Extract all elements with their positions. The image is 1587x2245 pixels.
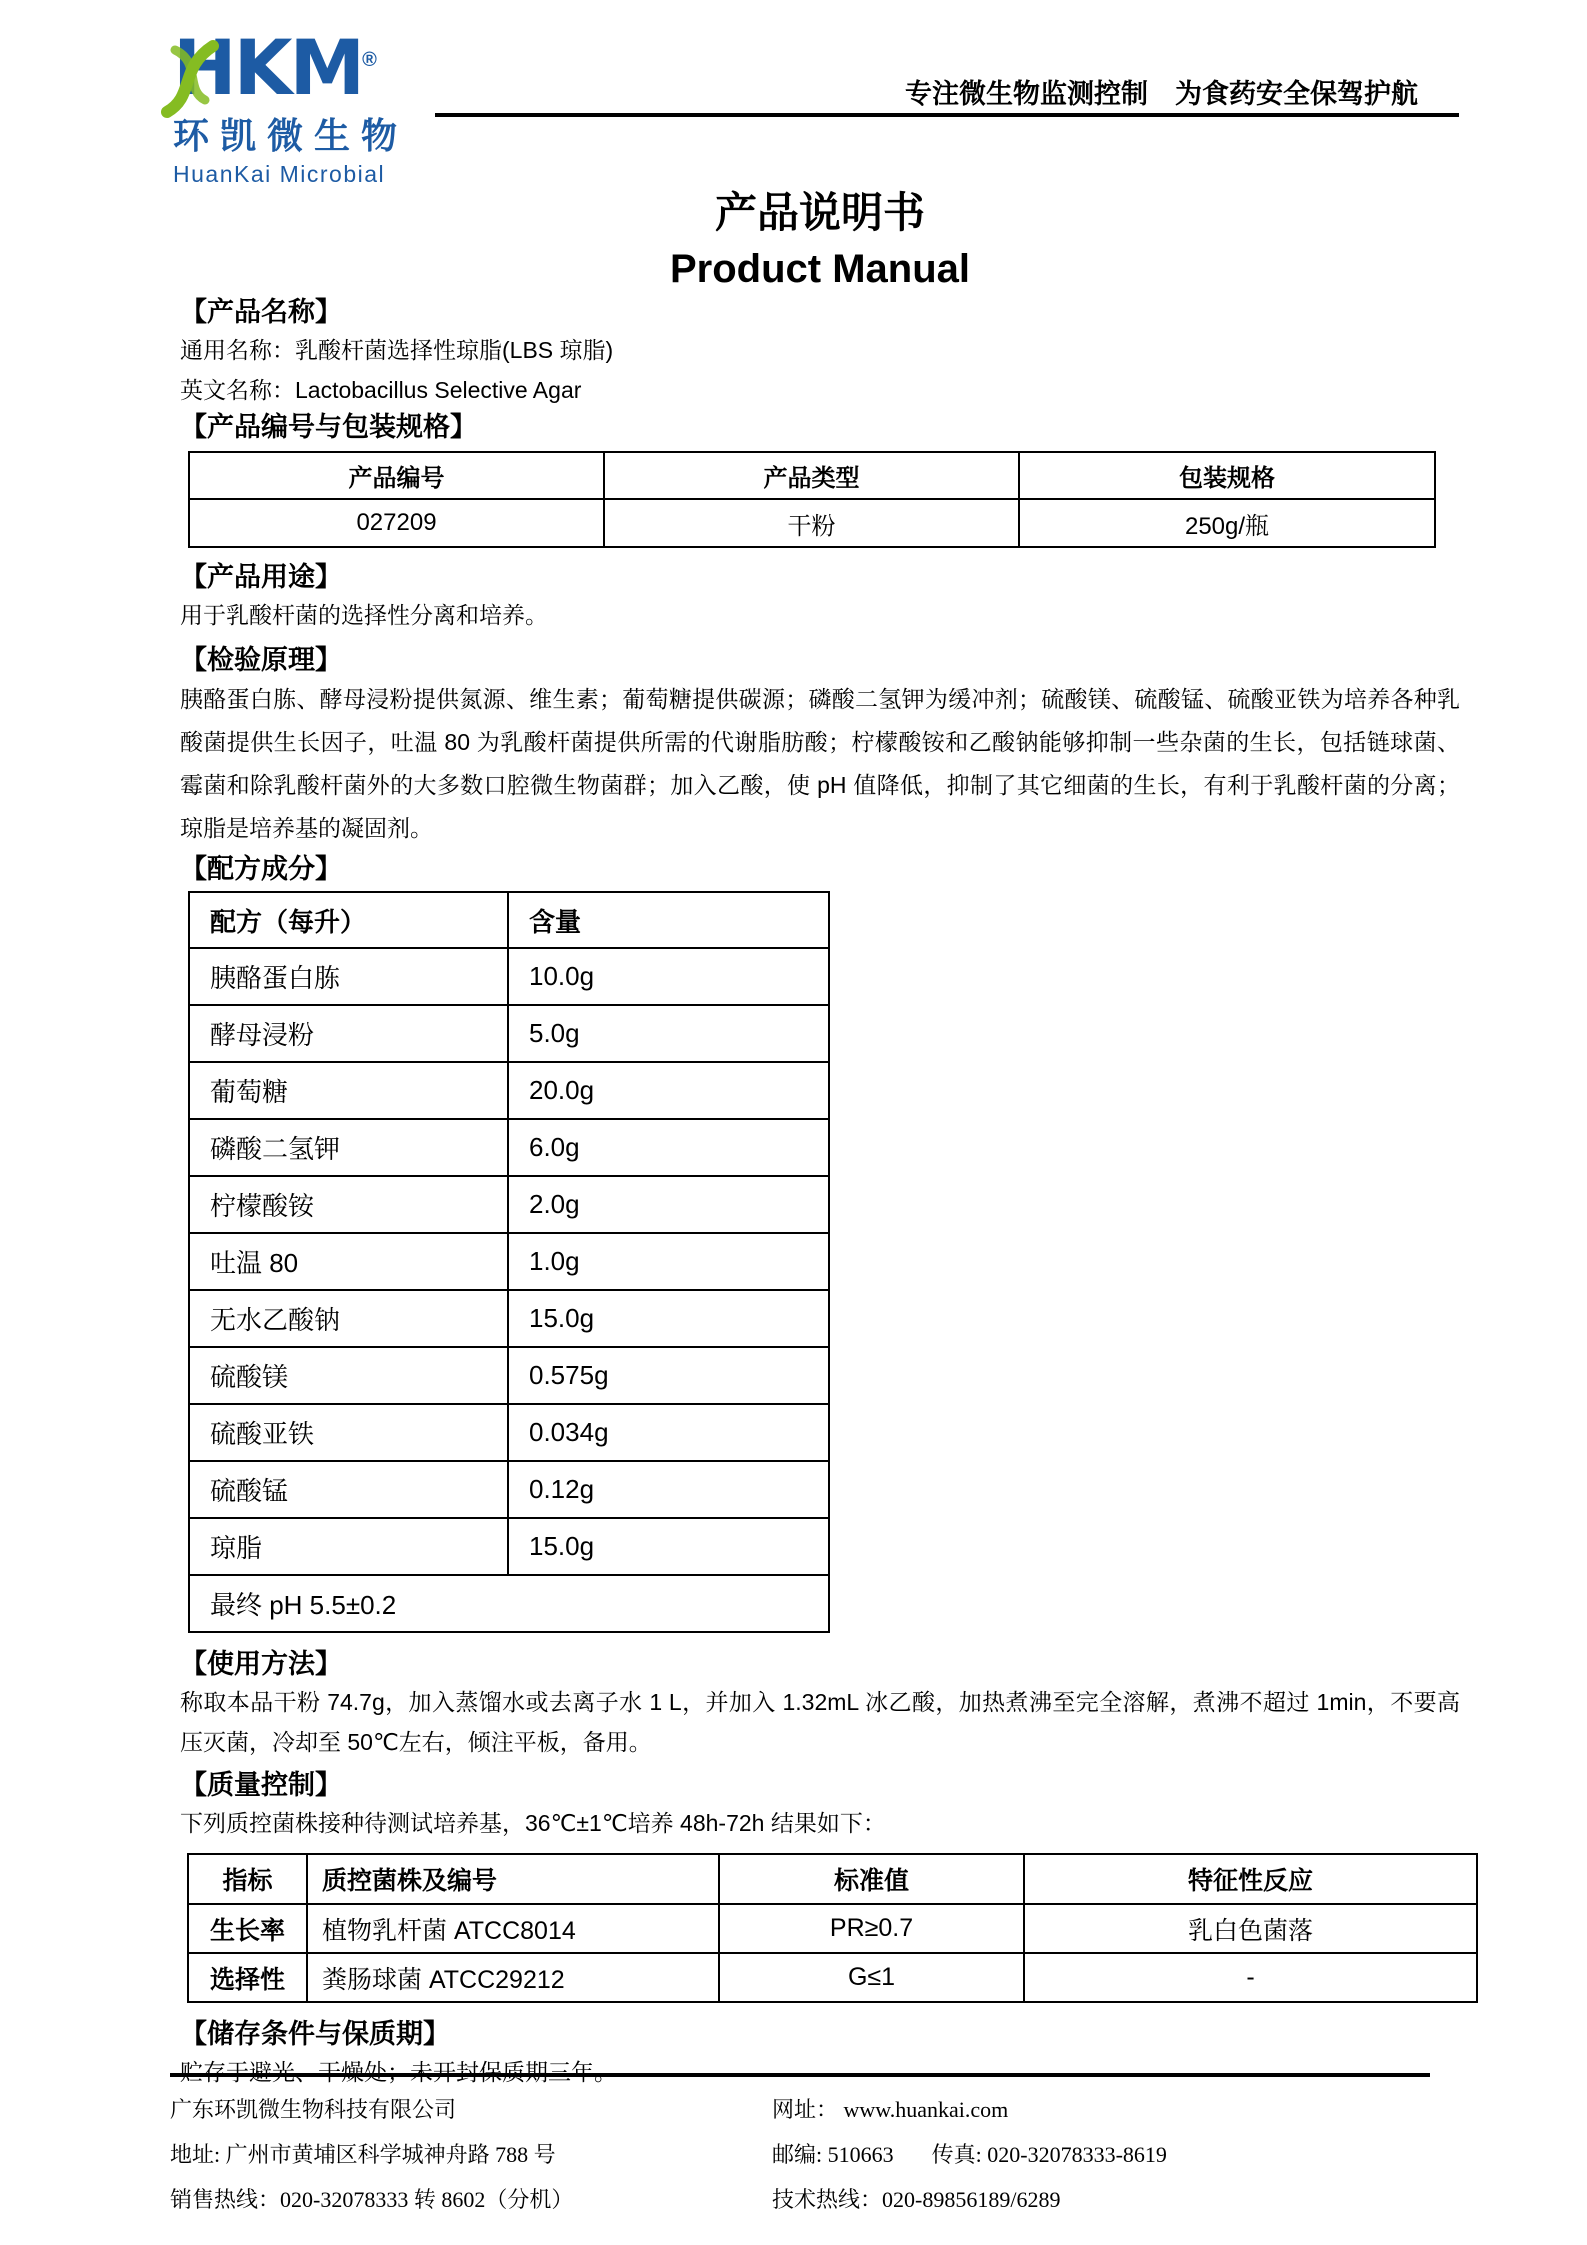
final-ph-value: 最终 pH 5.5±0.2 [189, 1575, 829, 1632]
ingredient-name: 无水乙酸钠 [189, 1290, 508, 1347]
qc-reaction: - [1024, 1953, 1477, 2002]
ingredient-amount: 1.0g [508, 1233, 829, 1290]
formula-row [189, 1233, 829, 1290]
logo-acronym: HKM [173, 23, 363, 112]
qc-standard: G≤1 [719, 1953, 1024, 2002]
qc-row-growth [188, 1904, 1477, 1953]
formula-row [189, 948, 829, 1005]
section-principle-heading: 【检验原理】 [180, 645, 342, 675]
ingredient-amount: 15.0g [508, 1290, 829, 1347]
formula-row [189, 1347, 829, 1404]
ingredient-amount: 10.0g [508, 948, 829, 1005]
logo-name-cn: 环凯微生物 [173, 115, 409, 156]
ingredient-amount: 6.0g [508, 1119, 829, 1176]
qc-col-strain: 质控菌株及编号 [307, 1854, 719, 1904]
section-method-heading: 【使用方法】 [180, 1649, 342, 1679]
website-line: 网址： www.huankai.com [772, 2097, 1009, 2122]
english-name-line: 英文名称：Lactobacillus Selective Agar [180, 377, 582, 403]
formula-col-ingredient: 配方（每升） [189, 892, 508, 948]
doc-title-en: Product Manual [669, 247, 971, 291]
formula-table [188, 891, 830, 1633]
footer-right-column [772, 2087, 1430, 2222]
section-catalog-heading: 【产品编号与包装规格】 [180, 412, 477, 442]
method-text: 称取本品干粉 74.7g，加入蒸馏水或去离子水 1 L，并加入 1.32mL 冰乙酸，加热煮沸至完全溶解，煮沸不超过 1min，不要高压灭菌，冷却至 50℃左右，倾注平板，备用。 [180, 1689, 1460, 1755]
pack-spec: 250g/瓶 [1019, 499, 1435, 547]
document-body [180, 295, 1460, 2092]
section-product-name-heading: 【产品名称】 [180, 297, 342, 327]
formula-ph-row [189, 1575, 829, 1632]
ingredient-name: 柠檬酸铵 [189, 1176, 508, 1233]
dna-helix-icon [161, 34, 247, 120]
tech-hotline-line: 技术热线：020-89856189/6289 [772, 2187, 1061, 2212]
formula-row [189, 1518, 829, 1575]
ingredient-amount: 0.575g [508, 1347, 829, 1404]
qc-strain: 植物乳杆菌 ATCC8014 [307, 1904, 719, 1953]
doc-title-cn: 产品说明书 [714, 189, 925, 236]
principle-text: 胰酪蛋白胨、酵母浸粉提供氮源、维生素；葡萄糖提供碳源；磷酸二氢钾为缓冲剂；硫酸镁、硫酸锰、硫酸亚铁为培养各种乳酸菌提供生长因子，吐温 80 为乳酸杆菌提供所需的代谢脂肪酸；柠檬酸铵和乙酸钠能够抑制一些杂菌的生长，包括链球菌、霉菌和除乳酸杆菌外的大多数口腔微生物菌群；加入乙酸，使 pH 值降低，抑制了其它细菌的生长，有利于乳酸杆菌的分离；琼脂是培养基的凝固剂。 [180, 686, 1460, 841]
catalog-col-type: 产品类型 [604, 452, 1019, 499]
ingredient-name: 磷酸二氢钾 [189, 1119, 508, 1176]
qc-col-standard: 标准值 [719, 1854, 1024, 1904]
catalog-table [188, 451, 1436, 548]
ingredient-name: 酵母浸粉 [189, 1005, 508, 1062]
qc-strain: 粪肠球菌 ATCC29212 [307, 1953, 719, 2002]
postcode: 邮编: 510663 [772, 2142, 894, 2167]
footer-grid [170, 2087, 1430, 2222]
fax-number: 传真: 020-32078333-8619 [931, 2142, 1167, 2167]
formula-col-amount: 含量 [508, 892, 829, 948]
ingredient-name: 琼脂 [189, 1518, 508, 1575]
registered-trademark-icon: ® [362, 49, 377, 71]
qc-col-indicator: 指标 [188, 1854, 307, 1904]
ingredient-amount: 20.0g [508, 1062, 829, 1119]
qc-indicator: 生长率 [188, 1904, 307, 1953]
qc-intro-text: 下列质控菌株接种待测试培养基，36℃±1℃培养 48h-72h 结果如下： [180, 1810, 886, 1836]
qc-table [187, 1853, 1478, 2003]
ingredient-amount: 5.0g [508, 1005, 829, 1062]
header-rule [435, 113, 1459, 117]
formula-row [189, 1062, 829, 1119]
ingredient-amount: 0.12g [508, 1461, 829, 1518]
company-name: 广东环凯微生物科技有限公司 [170, 2097, 457, 2122]
ingredient-name: 葡萄糖 [189, 1062, 508, 1119]
formula-row [189, 1290, 829, 1347]
formula-row [189, 1461, 829, 1518]
ingredient-name: 硫酸锰 [189, 1461, 508, 1518]
sales-hotline-line: 销售热线：020-32078333 转 8602（分机） [170, 2187, 574, 2212]
qc-reaction: 乳白色菌落 [1024, 1904, 1477, 1953]
qc-header-row [188, 1854, 1477, 1904]
header-tagline: 专注微生物监测控制 为食药安全保驾护航 [905, 79, 1418, 109]
formula-row [189, 1176, 829, 1233]
storage-text: 贮存于避光、干燥处；未开封保质期三年。 [180, 2059, 617, 2085]
product-type: 干粉 [604, 499, 1019, 547]
ingredient-amount: 15.0g [508, 1518, 829, 1575]
formula-row [189, 1404, 829, 1461]
company-logo [173, 23, 473, 188]
catalog-header-row [189, 452, 1435, 499]
logo-mark [173, 23, 473, 112]
usage-text: 用于乳酸杆菌的选择性分离和培养。 [180, 602, 548, 628]
footer-left-column [170, 2087, 772, 2222]
logo-name-en: HuanKai Microbial [173, 161, 386, 187]
header [0, 0, 1587, 185]
formula-header-row [189, 892, 829, 948]
product-number: 027209 [189, 499, 604, 547]
ingredient-name: 硫酸亚铁 [189, 1404, 508, 1461]
catalog-data-row [189, 499, 1435, 547]
ingredient-name: 吐温 80 [189, 1233, 508, 1290]
generic-name-line: 通用名称：乳酸杆菌选择性琼脂(LBS 琼脂) [180, 337, 614, 363]
section-formula-heading: 【配方成分】 [180, 854, 342, 884]
address-line: 地址: 广州市黄埔区科学城神舟路 788 号 [170, 2142, 556, 2167]
qc-row-selectivity [188, 1953, 1477, 2002]
catalog-col-number: 产品编号 [189, 452, 604, 499]
section-usage-heading: 【产品用途】 [180, 562, 342, 592]
document-titles [180, 187, 1460, 293]
qc-standard: PR≥0.7 [719, 1904, 1024, 1953]
formula-row [189, 1005, 829, 1062]
ingredient-name: 胰酪蛋白胨 [189, 948, 508, 1005]
catalog-col-pack: 包装规格 [1019, 452, 1435, 499]
formula-row [189, 1119, 829, 1176]
postcode-fax-line [772, 2132, 1430, 2177]
ingredient-amount: 2.0g [508, 1176, 829, 1233]
qc-col-reaction: 特征性反应 [1024, 1854, 1477, 1904]
ingredient-amount: 0.034g [508, 1404, 829, 1461]
section-storage-heading: 【储存条件与保质期】 [180, 2019, 450, 2049]
qc-indicator: 选择性 [188, 1953, 307, 2002]
ingredient-name: 硫酸镁 [189, 1347, 508, 1404]
footer [170, 2073, 1430, 2222]
section-qc-heading: 【质量控制】 [180, 1770, 342, 1800]
